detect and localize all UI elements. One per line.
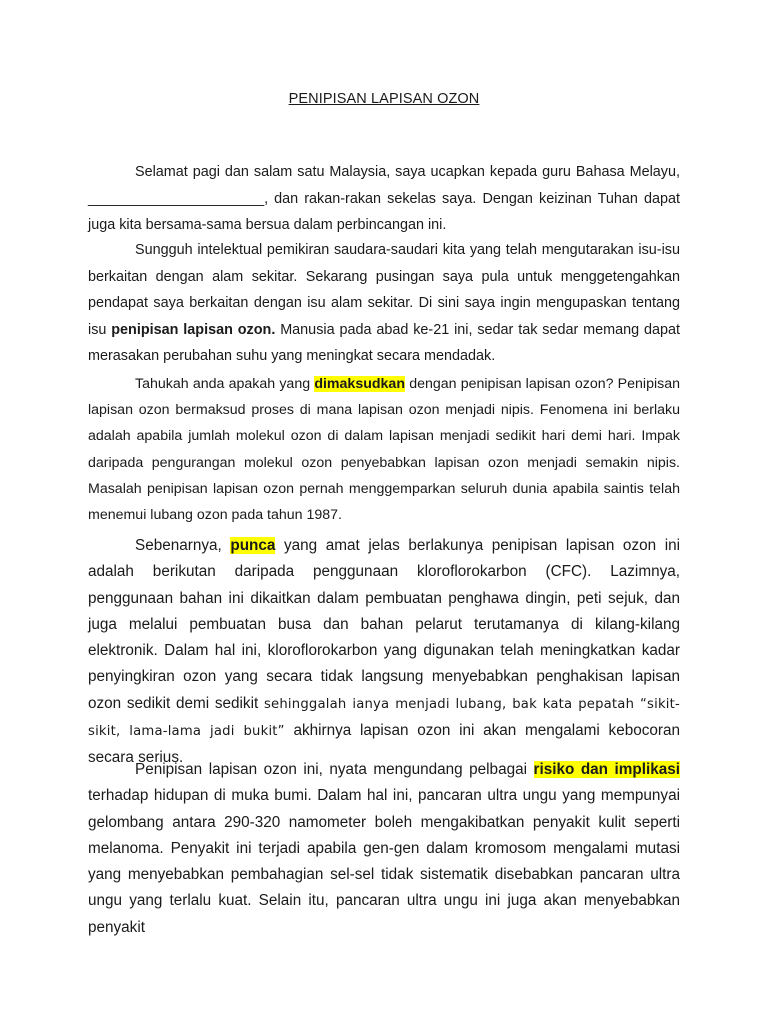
paragraph-cause-text-middle: yang amat jelas berlakunya penipisan lapisan ozon ini adalah berikutan daripada penggunaan kloroflorokarbon (CFC). Lazimnya, penggunaan bahan ini dikaitkan dalam pembuatan penghawa dingin, peti sejuk, dan juga melalui pembuatan busa dan bahan pelarut terutamanya di kilang-kilang elektronik. Dalam hal ini, kloroflorokarbon yang digunakan telah meningkatkan kadar penyingkiran ozon yang secara tidak langsung menyebabkan penghakisan lapisan ozon sedikit demi sedikit — [88, 537, 680, 712]
bold-term-ozone-depletion: penipisan lapisan ozon. — [111, 321, 276, 338]
paragraph-introduction-text: Sungguh intelektual pemikiran saudara-saudari kita yang telah mengutarakan isu-isu berkaitan dengan alam sekitar. Sekarang pusingan saya pula untuk menggetengahkan pendapat saya berkaitan dengan isu alam sekitar. Di sini saya ingin mengupaskan tentang isu — [88, 242, 680, 338]
paragraph-introduction — [88, 237, 680, 370]
paragraph-definition-text-end: dengan penipisan lapisan ozon? Penipisan lapisan ozon bermaksud proses di mana lapisan ozon menjadi nipis. Fenomena ini berlaku adalah apabila jumlah molekul ozon di dalam lapisan menjadi sedikit hari demi hari. Impak daripada pengurangan molekul ozon penyebabkan lapisan ozon menjadi semakin nipis. Masalah penipisan lapisan ozon pernah menggemparkan seluruh dunia apabila saintis telah menemui lubang ozon pada tahun 1987. — [88, 376, 680, 524]
highlight-dimaksudkan: dimaksudkan — [314, 376, 405, 392]
proverb-quote: sehinggalah ianya menjadi lubang, bak kata pepatah “sikit-sikit, lama-lama jadi bukit” — [88, 696, 681, 740]
paragraph-risks-text: Penipisan lapisan ozon ini, nyata mengundang pelbagai — [135, 761, 534, 778]
paragraph-greeting — [88, 159, 680, 239]
paragraph-greeting-text: Selamat pagi dan salam satu Malaysia, saya ucapkan kepada guru Bahasa Melayu, ______________________, dan rakan-rakan sekelas saya. Dengan keizinan Tuhan dapat juga kita bersama-sama bersua dalam perbincangan ini. — [88, 164, 680, 233]
paragraph-cause — [88, 533, 680, 772]
paragraph-introduction-text-end: Manusia pada abad ke-21 ini, sedar tak sedar memang dapat merasakan perubahan suhu yang meningkat secara mendadak. — [88, 321, 680, 364]
highlight-risiko-dan-implikasi: risiko dan implikasi — [533, 761, 680, 778]
paragraph-cause-text-end: akhirnya lapisan ozon ini akan mengalami kebocoran secara serius. — [88, 722, 680, 767]
paragraph-risks-text-end: terhadap hidupan di muka bumi. Dalam hal ini, pancaran ultra ungu yang mempunyai gelombang antara 290-320 namometer boleh mengakibatkan penyakit kulit seperti melanoma. Penyakit ini terjadi apabila gen-gen dalam kromosom mengalami mutasi yang menyebabkan pembahagian sel-sel tidak sistematik disebabkan pancaran ultra ungu yang terlalu kuat. Selain itu, pancaran ultra ungu ini juga akan menyebabkan penyakit — [88, 787, 680, 936]
paragraph-cause-text: Sebenarnya, — [135, 537, 231, 554]
page-title: PENIPISAN LAPISAN OZON — [288, 91, 480, 107]
paragraph-risks — [88, 757, 680, 941]
highlight-punca: punca — [230, 537, 276, 554]
paragraph-definition — [88, 371, 680, 528]
paragraph-definition-text: Tahukah anda apakah yang — [135, 376, 315, 392]
